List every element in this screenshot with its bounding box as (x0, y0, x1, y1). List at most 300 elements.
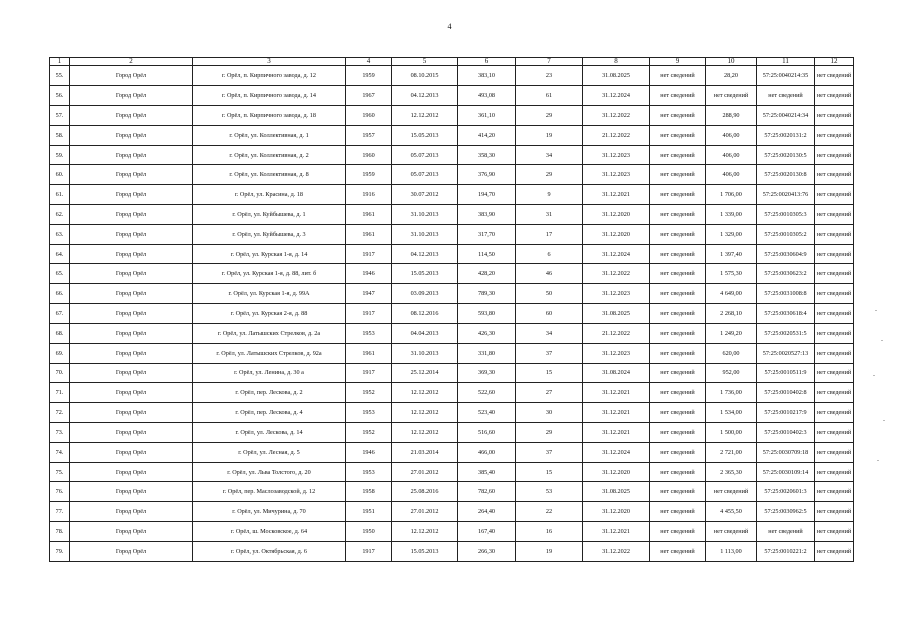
table-cell: 58. (50, 125, 70, 145)
table-cell: 19 (516, 125, 583, 145)
table-cell: нет сведений (650, 86, 706, 106)
table-cell: г. Орёл, ул. Курская 1-я, д. 99А (193, 284, 346, 304)
table-row (50, 541, 854, 561)
table-cell: нет сведений (650, 383, 706, 403)
table-cell: 25.12.2014 (392, 363, 458, 383)
table-cell: 1967 (346, 86, 392, 106)
table-cell: нет сведений (650, 363, 706, 383)
table-cell: г. Орёл, ул. Октябрьская, д. 6 (193, 541, 346, 561)
table-cell: 264,40 (458, 502, 516, 522)
table-cell: 15.05.2013 (392, 541, 458, 561)
table-cell: 25.08.2016 (392, 482, 458, 502)
table-row (50, 244, 854, 264)
table-cell: нет сведений (706, 482, 757, 502)
column-header: 3 (193, 58, 346, 66)
table-cell: нет сведений (706, 86, 757, 106)
table-cell: нет сведений (815, 66, 854, 86)
table-cell: 29 (516, 105, 583, 125)
table-row (50, 304, 854, 324)
table-cell: Город Орёл (70, 165, 193, 185)
table-cell: 194,70 (458, 185, 516, 205)
table-cell: 361,10 (458, 105, 516, 125)
table-cell: нет сведений (650, 482, 706, 502)
table-cell: 12.12.2012 (392, 403, 458, 423)
table-cell: нет сведений (815, 284, 854, 304)
table-cell: 4 649,00 (706, 284, 757, 304)
table-cell: 31 (516, 205, 583, 225)
table-cell: Город Орёл (70, 66, 193, 86)
table-cell: 57:25:0020130:8 (757, 165, 815, 185)
table-cell: 1953 (346, 403, 392, 423)
table-row (50, 522, 854, 542)
table-cell: 57:25:0030618:4 (757, 304, 815, 324)
table-cell: нет сведений (650, 522, 706, 542)
table-cell: 72. (50, 403, 70, 423)
table-cell: г. Орёл, ул. Курская 1-я, д. 14 (193, 244, 346, 264)
table-cell: 61 (516, 86, 583, 106)
column-header: 2 (70, 58, 193, 66)
table-cell: 57:25:0020131:2 (757, 125, 815, 145)
table-row (50, 224, 854, 244)
table-cell: г. Орёл, ул. Коллективная, д. 2 (193, 145, 346, 165)
table-cell: 1952 (346, 383, 392, 403)
table-cell: 30.07.2012 (392, 185, 458, 205)
table-cell: 57:25:0020531:5 (757, 323, 815, 343)
table-cell: нет сведений (650, 66, 706, 86)
table-cell: нет сведений (757, 86, 815, 106)
table-cell: 31.12.2021 (583, 383, 650, 403)
table-cell: нет сведений (815, 502, 854, 522)
table-cell: г. Орёл, ул. Красина, д. 18 (193, 185, 346, 205)
table-cell: 31.12.2023 (583, 165, 650, 185)
table-cell: 57:25:0010217:9 (757, 403, 815, 423)
table-cell: 1961 (346, 224, 392, 244)
table-cell: 73. (50, 422, 70, 442)
table-cell: 34 (516, 145, 583, 165)
table-cell: нет сведений (815, 442, 854, 462)
table-cell: нет сведений (815, 224, 854, 244)
table-cell: Город Орёл (70, 343, 193, 363)
table-cell: нет сведений (650, 145, 706, 165)
table-cell: 53 (516, 482, 583, 502)
table-cell: 376,90 (458, 165, 516, 185)
table-cell: 12.12.2012 (392, 522, 458, 542)
table-row (50, 323, 854, 343)
table-cell: нет сведений (650, 185, 706, 205)
header-row (50, 58, 854, 66)
table-cell: 516,60 (458, 422, 516, 442)
table-cell: нет сведений (650, 442, 706, 462)
column-header: 6 (458, 58, 516, 66)
table-cell: 31.12.2023 (583, 284, 650, 304)
table-cell: нет сведений (815, 244, 854, 264)
table-cell: 31.10.2013 (392, 205, 458, 225)
table-cell: Город Орёл (70, 442, 193, 462)
table-cell: 70. (50, 363, 70, 383)
table-cell: 288,90 (706, 105, 757, 125)
table-cell: 15 (516, 363, 583, 383)
table-cell: 76. (50, 482, 70, 502)
table-cell: 68. (50, 323, 70, 343)
table-cell: 27.01.2012 (392, 502, 458, 522)
table-cell: 31.12.2020 (583, 205, 650, 225)
table-cell: 1 706,00 (706, 185, 757, 205)
table-cell: 1957 (346, 125, 392, 145)
table-cell: 27 (516, 383, 583, 403)
table-cell: 1 736,00 (706, 383, 757, 403)
table-cell: г. Орёл, ул. Куйбышева, д. 1 (193, 205, 346, 225)
table-cell: 57:25:0010402:8 (757, 383, 815, 403)
table-cell: 46 (516, 264, 583, 284)
table-cell: 1958 (346, 482, 392, 502)
table-cell: 78. (50, 522, 70, 542)
table-cell: 04.04.2013 (392, 323, 458, 343)
table-cell: Город Орёл (70, 145, 193, 165)
table-row (50, 105, 854, 125)
table-cell: 31.08.2025 (583, 304, 650, 324)
table-row (50, 363, 854, 383)
table-cell: Город Орёл (70, 86, 193, 106)
table-cell: 60. (50, 165, 70, 185)
table-row (50, 343, 854, 363)
table-cell: 1961 (346, 205, 392, 225)
table-cell: 28,20 (706, 66, 757, 86)
table-cell: 426,30 (458, 323, 516, 343)
table-row (50, 86, 854, 106)
column-header: 5 (392, 58, 458, 66)
register-table (49, 57, 854, 562)
table-cell: 57:25:0020601:3 (757, 482, 815, 502)
table-cell: 15.05.2013 (392, 264, 458, 284)
table-cell: Город Орёл (70, 205, 193, 225)
table-cell: 77. (50, 502, 70, 522)
table-cell: нет сведений (815, 125, 854, 145)
table-cell: нет сведений (650, 462, 706, 482)
table-cell: 29 (516, 422, 583, 442)
table-row (50, 284, 854, 304)
table-cell: 952,00 (706, 363, 757, 383)
table-cell: 37 (516, 442, 583, 462)
table-cell: 63. (50, 224, 70, 244)
table-cell: нет сведений (650, 125, 706, 145)
table-cell: г. Орёл, ул. Куйбышева, д. 3 (193, 224, 346, 244)
table-cell: 1917 (346, 304, 392, 324)
table-cell: 383,10 (458, 66, 516, 86)
table-cell: 57:25:0010305:3 (757, 205, 815, 225)
table-cell: 2 721,00 (706, 442, 757, 462)
table-cell: 64. (50, 244, 70, 264)
table-cell: 428,20 (458, 264, 516, 284)
table-cell: 1959 (346, 165, 392, 185)
table-cell: 60 (516, 304, 583, 324)
table-cell: 31.12.2022 (583, 541, 650, 561)
table-cell: 31.12.2020 (583, 462, 650, 482)
table-cell: 62. (50, 205, 70, 225)
table-cell: 15.05.2013 (392, 125, 458, 145)
table-cell: 1916 (346, 185, 392, 205)
table-cell: 9 (516, 185, 583, 205)
table-cell: нет сведений (815, 522, 854, 542)
table-cell: 50 (516, 284, 583, 304)
table-cell: 17 (516, 224, 583, 244)
table-cell: 21.03.2014 (392, 442, 458, 462)
table-cell: 57:25:0030709:18 (757, 442, 815, 462)
table-cell: 34 (516, 323, 583, 343)
table-cell: 31.12.2021 (583, 422, 650, 442)
table-cell: 23 (516, 66, 583, 86)
table-cell: нет сведений (815, 185, 854, 205)
table-cell: Город Орёл (70, 363, 193, 383)
table-cell: нет сведений (650, 502, 706, 522)
table-cell: 57:25:0010511:9 (757, 363, 815, 383)
table-cell: 65. (50, 264, 70, 284)
table-cell: Город Орёл (70, 422, 193, 442)
table-cell: 1 339,00 (706, 205, 757, 225)
table-cell: г. Орёл, ул. Латышских Стрелков, д. 92а (193, 343, 346, 363)
table-cell: г. Орёл, ул. Лескова, д. 14 (193, 422, 346, 442)
table-row (50, 125, 854, 145)
table-cell: 55. (50, 66, 70, 86)
table-cell: 266,30 (458, 541, 516, 561)
table-cell: 67. (50, 304, 70, 324)
table-cell: г. Орёл, п. Кирпичного завода, д. 18 (193, 105, 346, 125)
table-cell: 1961 (346, 343, 392, 363)
table-cell: нет сведений (815, 105, 854, 125)
table-cell: нет сведений (706, 522, 757, 542)
table-cell: Город Орёл (70, 264, 193, 284)
table-cell: 31.12.2022 (583, 105, 650, 125)
table-row (50, 66, 854, 86)
table-row (50, 205, 854, 225)
table-cell: 1947 (346, 284, 392, 304)
table-cell: 406,00 (706, 145, 757, 165)
table-cell: г. Орёл, ул. Мичурина, д. 70 (193, 502, 346, 522)
table-cell: 1960 (346, 105, 392, 125)
table-cell: 1959 (346, 66, 392, 86)
table-cell: 1 329,00 (706, 224, 757, 244)
table-cell: 05.07.2013 (392, 145, 458, 165)
table-cell: 03.09.2013 (392, 284, 458, 304)
table-cell: 12.12.2012 (392, 105, 458, 125)
table-cell: 15 (516, 462, 583, 482)
table-cell: 4 455,50 (706, 502, 757, 522)
table-cell: 69. (50, 343, 70, 363)
table-row (50, 462, 854, 482)
table-cell: 414,20 (458, 125, 516, 145)
table-cell: 358,30 (458, 145, 516, 165)
table-row (50, 264, 854, 284)
table-cell: 114,50 (458, 244, 516, 264)
table-cell: 2 365,30 (706, 462, 757, 482)
table-cell: 1952 (346, 422, 392, 442)
table-cell: 1953 (346, 323, 392, 343)
table-cell: 31.08.2024 (583, 363, 650, 383)
table-cell: 57:25:0040214:35 (757, 66, 815, 86)
table-cell: нет сведений (650, 323, 706, 343)
table-cell: 1960 (346, 145, 392, 165)
table-cell: Город Орёл (70, 284, 193, 304)
table-cell: нет сведений (815, 145, 854, 165)
column-header: 11 (757, 58, 815, 66)
table-cell: 1 249,20 (706, 323, 757, 343)
table-cell: Город Орёл (70, 125, 193, 145)
table-cell: нет сведений (650, 224, 706, 244)
table-cell: нет сведений (650, 403, 706, 423)
table-cell: г. Орёл, ш. Московское, д. 64 (193, 522, 346, 542)
table-cell: 31.12.2020 (583, 224, 650, 244)
table-cell: 1917 (346, 363, 392, 383)
table-row (50, 442, 854, 462)
table-cell: Город Орёл (70, 105, 193, 125)
table-cell: 08.10.2015 (392, 66, 458, 86)
table-cell: 57:25:0030109:14 (757, 462, 815, 482)
table-cell: 593,80 (458, 304, 516, 324)
table-cell: 12.12.2012 (392, 422, 458, 442)
table-cell: нет сведений (815, 165, 854, 185)
table-cell: 31.12.2024 (583, 244, 650, 264)
table-cell: 31.08.2025 (583, 482, 650, 502)
table-cell: 57:25:0010402:3 (757, 422, 815, 442)
table-cell: 59. (50, 145, 70, 165)
table-cell: нет сведений (815, 205, 854, 225)
table-cell: 22 (516, 502, 583, 522)
table-cell: 57:25:0010221:2 (757, 541, 815, 561)
table-cell: 1951 (346, 502, 392, 522)
table-cell: г. Орёл, ул. Курская 2-я, д. 88 (193, 304, 346, 324)
table-cell: 317,70 (458, 224, 516, 244)
table-cell: Город Орёл (70, 185, 193, 205)
table-cell: 406,00 (706, 165, 757, 185)
table-cell: Город Орёл (70, 522, 193, 542)
table-cell: 16 (516, 522, 583, 542)
table-cell: Город Орёл (70, 541, 193, 561)
table-cell: 21.12.2022 (583, 125, 650, 145)
table-cell: 782,60 (458, 482, 516, 502)
table-row (50, 165, 854, 185)
table-cell: 1 534,00 (706, 403, 757, 423)
table-cell: 08.12.2016 (392, 304, 458, 324)
table-cell: 1953 (346, 462, 392, 482)
table-cell: 31.12.2020 (583, 502, 650, 522)
table-cell: 57:25:0020413:76 (757, 185, 815, 205)
table-cell: Город Орёл (70, 403, 193, 423)
table-cell: Город Орёл (70, 482, 193, 502)
table-cell: 57:25:0031008:8 (757, 284, 815, 304)
table-cell: нет сведений (650, 343, 706, 363)
table-cell: 406,00 (706, 125, 757, 145)
table-cell: 12.12.2012 (392, 383, 458, 403)
table-cell: г. Орёл, ул. Курская 1-я, д. 88, лит. б (193, 264, 346, 284)
scan-noise (871, 300, 891, 500)
table-cell: Город Орёл (70, 244, 193, 264)
table-cell: 79. (50, 541, 70, 561)
table-cell: г. Орёл, ул. Коллективная, д. 1 (193, 125, 346, 145)
table-cell: 57:25:0020527:13 (757, 343, 815, 363)
table-cell: 1946 (346, 264, 392, 284)
table-cell: 31.10.2013 (392, 224, 458, 244)
table-cell: нет сведений (650, 541, 706, 561)
table-cell: 04.12.2013 (392, 86, 458, 106)
column-header: 1 (50, 58, 70, 66)
table-cell: нет сведений (815, 86, 854, 106)
table-cell: 31.12.2022 (583, 264, 650, 284)
table-cell: нет сведений (650, 284, 706, 304)
table-cell: 1 500,00 (706, 422, 757, 442)
table-cell: Город Орёл (70, 502, 193, 522)
table-cell: 789,30 (458, 284, 516, 304)
table-cell: 66. (50, 284, 70, 304)
table-cell: нет сведений (757, 522, 815, 542)
column-header: 4 (346, 58, 392, 66)
table-cell: г. Орёл, ул. Коллективная, д. 8 (193, 165, 346, 185)
table-cell: 620,00 (706, 343, 757, 363)
table-row (50, 482, 854, 502)
table-cell: 369,30 (458, 363, 516, 383)
table-cell: 57:25:0030604:9 (757, 244, 815, 264)
table-cell: 04.12.2013 (392, 244, 458, 264)
table-cell: Город Орёл (70, 224, 193, 244)
table-cell: г. Орёл, ул. Латышских Стрелков, д. 2а (193, 323, 346, 343)
table-cell: 383,90 (458, 205, 516, 225)
table-cell: Город Орёл (70, 323, 193, 343)
table-cell: 167,40 (458, 522, 516, 542)
table-row (50, 185, 854, 205)
table-cell: нет сведений (650, 422, 706, 442)
table-cell: нет сведений (815, 541, 854, 561)
table-cell: 1 113,00 (706, 541, 757, 561)
table-cell: нет сведений (650, 304, 706, 324)
column-header: 10 (706, 58, 757, 66)
table-cell: нет сведений (650, 244, 706, 264)
table-cell: 57:25:0040214:34 (757, 105, 815, 125)
table-cell: 31.12.2023 (583, 145, 650, 165)
table-cell: нет сведений (815, 403, 854, 423)
table-cell: г. Орёл, ул. Льва Толстого, д. 20 (193, 462, 346, 482)
table-cell: 1950 (346, 522, 392, 542)
table-cell: 31.08.2025 (583, 66, 650, 86)
table-cell: 31.10.2013 (392, 343, 458, 363)
table-cell: 57:25:0020130:5 (757, 145, 815, 165)
table-cell: 57:25:0030962:5 (757, 502, 815, 522)
table-cell: Город Орёл (70, 383, 193, 403)
table-cell: 31.12.2024 (583, 86, 650, 106)
table-cell: 27.01.2012 (392, 462, 458, 482)
table-row (50, 383, 854, 403)
table-cell: 74. (50, 442, 70, 462)
table-row (50, 403, 854, 423)
table-cell: нет сведений (650, 205, 706, 225)
table-cell: 6 (516, 244, 583, 264)
table-cell: нет сведений (815, 264, 854, 284)
table-cell: 1917 (346, 244, 392, 264)
table-cell: нет сведений (815, 304, 854, 324)
table-cell: Город Орёл (70, 462, 193, 482)
table-cell: 31.12.2024 (583, 442, 650, 462)
table-cell: нет сведений (815, 383, 854, 403)
table-cell: нет сведений (815, 422, 854, 442)
table-cell: 1 397,40 (706, 244, 757, 264)
column-header: 9 (650, 58, 706, 66)
column-header: 8 (583, 58, 650, 66)
table-cell: 56. (50, 86, 70, 106)
table-cell: нет сведений (815, 343, 854, 363)
table-cell: 19 (516, 541, 583, 561)
table-cell: 61. (50, 185, 70, 205)
table-cell: нет сведений (815, 363, 854, 383)
table-row (50, 145, 854, 165)
table-cell: 31.12.2021 (583, 185, 650, 205)
table-cell: г. Орёл, п. Кирпичного завода, д. 12 (193, 66, 346, 86)
